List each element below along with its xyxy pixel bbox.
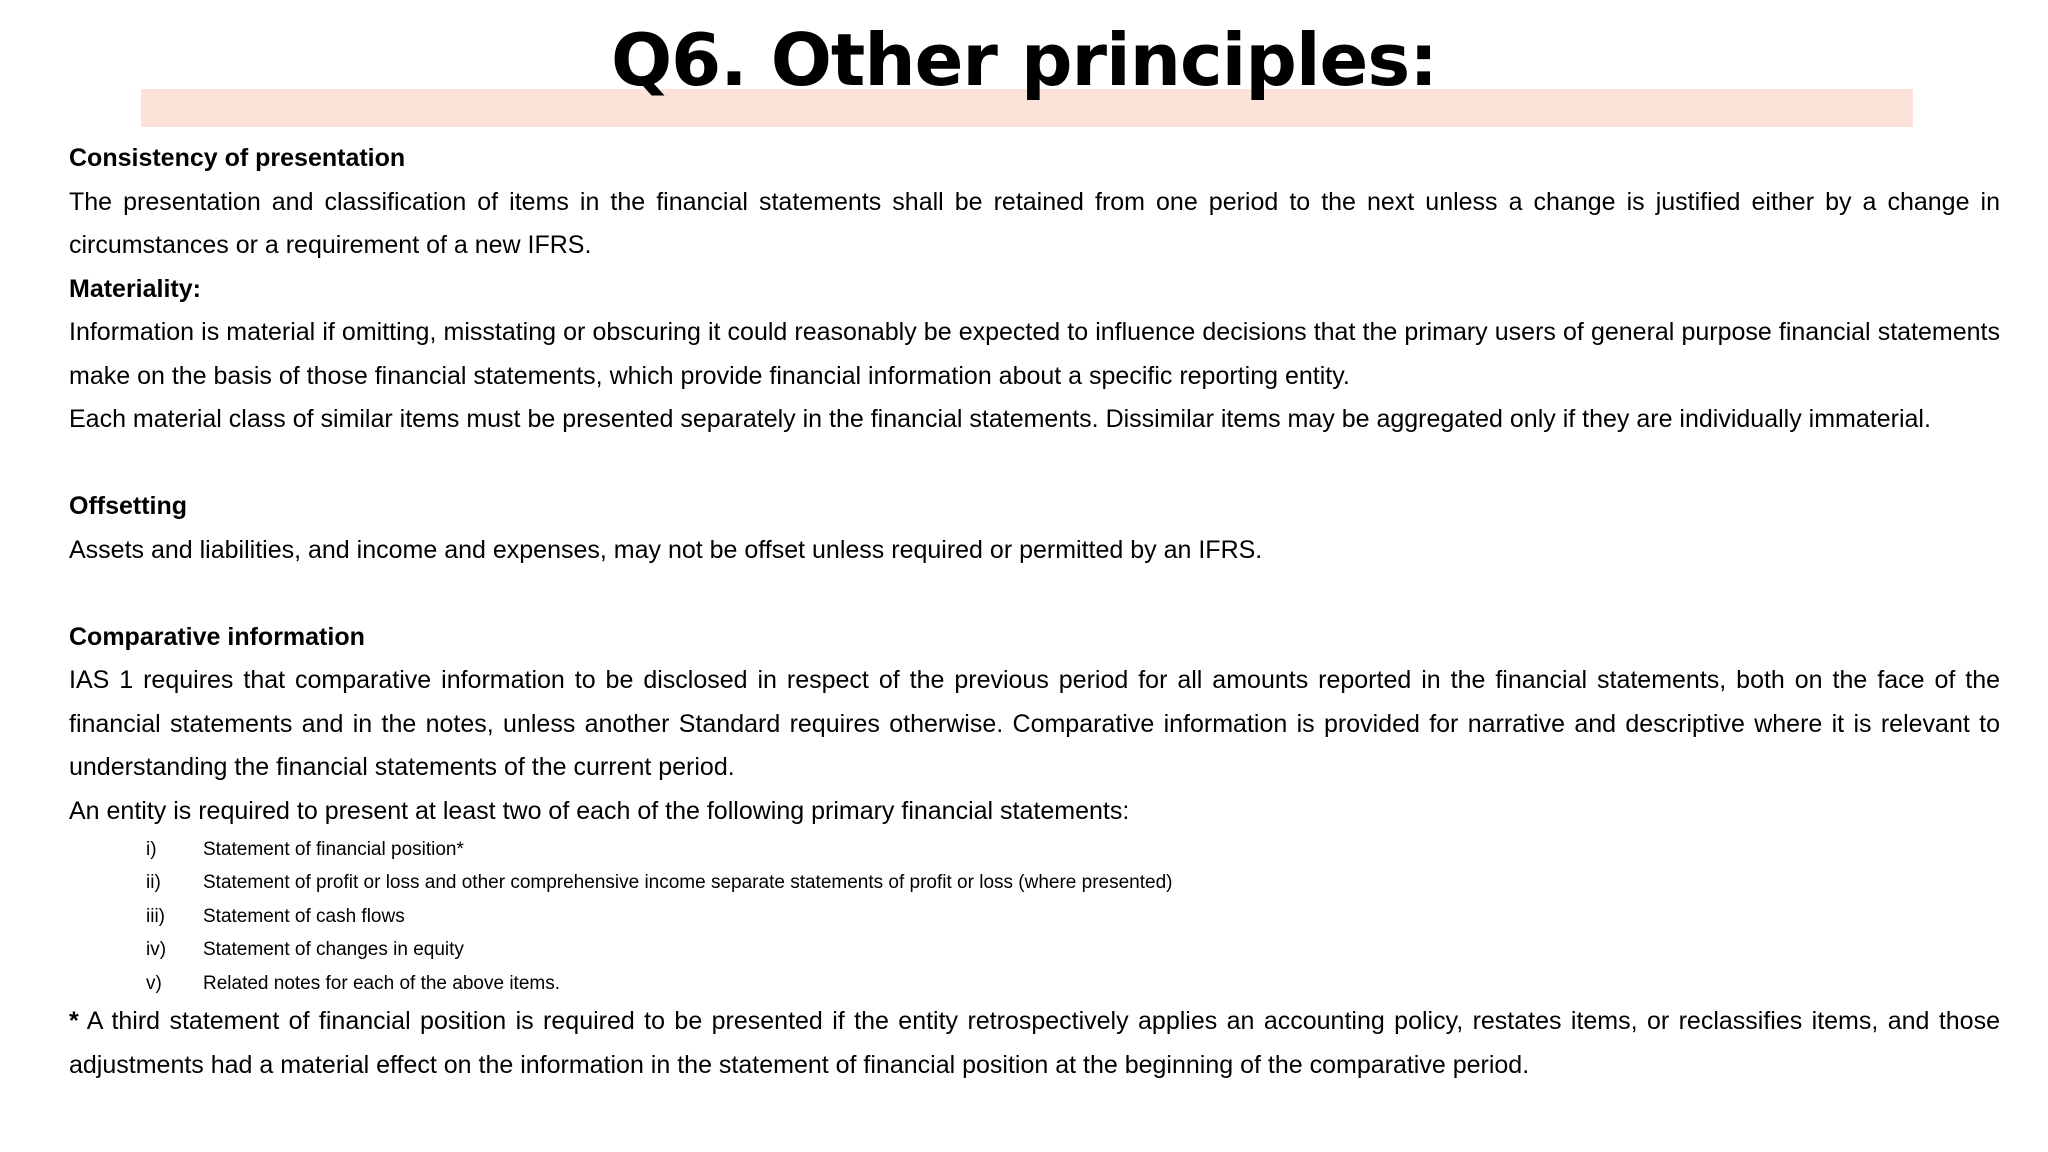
footnote xyxy=(69,1000,2000,1087)
offsetting-heading: Offsetting xyxy=(69,492,188,520)
list-item-number: iii) xyxy=(146,905,165,927)
list-item xyxy=(146,967,2000,1000)
list-item-text: Statement of financial position* xyxy=(203,839,464,860)
consistency-heading: Consistency of presentation xyxy=(69,144,406,172)
spacer xyxy=(69,442,2000,486)
list-item-number: iv) xyxy=(146,939,167,961)
offsetting-body: Assets and liabilities, and income and expenses, may not be offset unless required or permitted by an IFRS. xyxy=(69,535,1263,564)
list-item-text: Related notes for each of the above items. xyxy=(203,972,560,994)
list-item-text: Statement of profit or loss and other comprehensive income separate statements of profit or loss (where presented) xyxy=(203,872,1173,894)
list-item-number: v) xyxy=(146,972,162,994)
list-item xyxy=(146,866,2000,899)
spacer xyxy=(69,572,2000,616)
statements-list xyxy=(146,833,2000,1000)
list-item xyxy=(146,900,2000,933)
consistency-body: The presentation and classification of items in the financial statements shall be retained from one period to the next unless a change is justified either by a change in circumstances or a requirement of a new IFRS. xyxy=(69,187,2000,259)
page-title: Q6. Other principles: xyxy=(610,18,1438,102)
list-item xyxy=(146,933,2000,966)
list-item-number: ii) xyxy=(146,872,161,894)
comparative-body-2: An entity is required to present at least two of each of the following primary financial statements: xyxy=(69,796,1130,825)
materiality-heading: Materiality: xyxy=(69,274,201,303)
list-item xyxy=(146,833,2000,866)
comparative-heading: Comparative information xyxy=(69,622,365,651)
comparative-body-1: IAS 1 requires that comparative information to be disclosed in respect of the previous period for all amounts reported in the financial statements, both on the face of the financial statements and in the notes, unless another Standard requires otherwise. Comparative information is provided for narrative and descriptive where it is relevant to understanding the financial statements of the current period. xyxy=(69,666,2000,781)
materiality-body-1: Information is material if omitting, misstating or obscuring it could reasonably be expected to influence decisions that the primary users of general purpose financial statements make on the basis of those financial statements, which provide financial information about a specific reporting entity. xyxy=(69,318,2000,390)
materiality-body-2: Each material class of similar items must be presented separately in the financial statements. Dissimilar items may be aggregated only if they are individually immaterial. xyxy=(69,405,1931,433)
list-item-number: i) xyxy=(146,839,157,860)
footnote-mark: * xyxy=(69,1007,79,1036)
list-item-text: Statement of changes in equity xyxy=(203,939,464,961)
footnote-text: A third statement of financial position is required to be presented if the entity retrospectively applies an accounting policy, restates items, or reclassifies items, and those adjustments had a material effect on the information in the statement of financial position at the beginning of the comparative period. xyxy=(69,1007,2000,1079)
list-item-text: Statement of cash flows xyxy=(203,905,405,927)
slide-body xyxy=(69,137,2000,1087)
